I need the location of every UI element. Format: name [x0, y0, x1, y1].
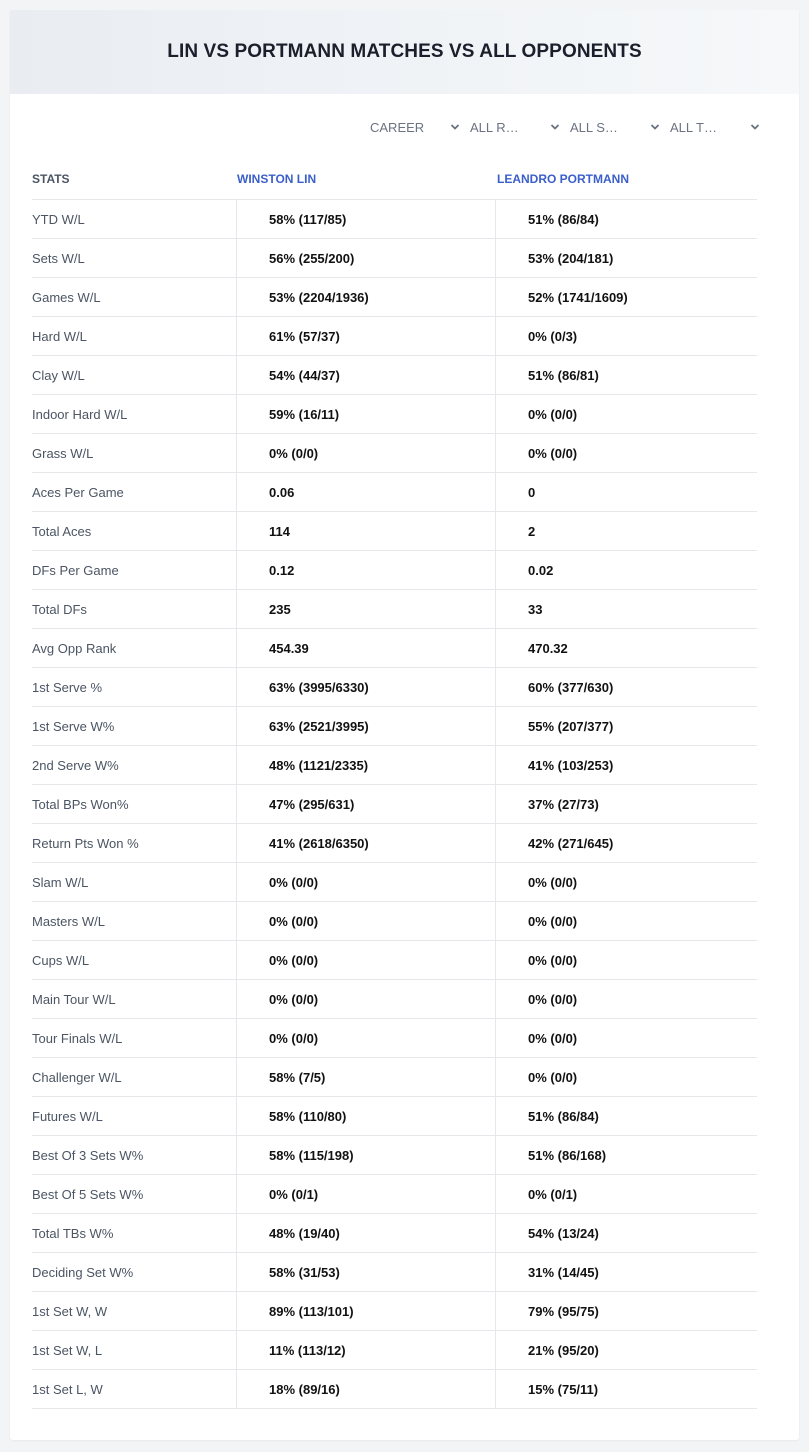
player1-value: 0.06 — [237, 473, 496, 511]
stat-label: Futures W/L — [32, 1097, 237, 1135]
stat-label: Cups W/L — [32, 941, 237, 979]
player1-value: 58% (7/5) — [237, 1058, 496, 1096]
stat-label: Masters W/L — [32, 902, 237, 940]
player1-value: 0% (0/0) — [237, 434, 496, 472]
player1-value: 0% (0/0) — [237, 902, 496, 940]
player2-value: 53% (204/181) — [528, 250, 614, 266]
tournament-select-value: ALL T… — [670, 119, 717, 135]
player2-link[interactable]: LEANDRO PORTMANN — [497, 172, 629, 186]
stat-label: 1st Set W, W — [32, 1292, 237, 1330]
stat-label: Tour Finals W/L — [32, 1019, 237, 1057]
player2-value: 51% (86/84) — [528, 1108, 599, 1124]
stat-label: Indoor Hard W/L — [32, 395, 237, 433]
player2-value: 54% (13/24) — [528, 1225, 599, 1241]
player2-value: 2 — [528, 523, 536, 539]
stat-label: YTD W/L — [32, 200, 237, 238]
player1-value: 61% (57/37) — [237, 317, 496, 355]
chevron-down-icon — [650, 122, 660, 132]
player2-value: 0% (0/1) — [528, 1186, 578, 1202]
player2-value: 41% (103/253) — [528, 757, 614, 773]
player1-value: 56% (255/200) — [237, 239, 496, 277]
page-title: LIN VS PORTMANN MATCHES VS ALL OPPONENTS — [167, 41, 642, 62]
stat-label: Games W/L — [32, 278, 237, 316]
player1-value: 89% (113/101) — [237, 1292, 496, 1330]
table-row — [32, 317, 757, 356]
player1-value: 48% (1121/2335) — [237, 746, 496, 784]
table-row — [32, 434, 757, 473]
player1-value: 0% (0/0) — [237, 863, 496, 901]
chevron-down-icon — [750, 122, 760, 132]
player2-value: 0% (0/0) — [528, 406, 578, 422]
player1-value: 0% (0/1) — [237, 1175, 496, 1213]
table-row — [32, 278, 757, 317]
table-row — [32, 863, 757, 902]
stat-label: Hard W/L — [32, 317, 237, 355]
stat-label: Avg Opp Rank — [32, 629, 237, 667]
player1-value: 0.12 — [237, 551, 496, 589]
table-row — [32, 980, 757, 1019]
table-row — [32, 395, 757, 434]
stat-label: DFs Per Game — [32, 551, 237, 589]
stat-label: Grass W/L — [32, 434, 237, 472]
stats-table — [32, 159, 757, 1409]
table-row — [32, 1175, 757, 1214]
player2-value: 0% (0/0) — [528, 1030, 578, 1046]
player2-value: 51% (86/168) — [528, 1147, 607, 1163]
stat-label: 1st Serve W% — [32, 707, 237, 745]
table-row — [32, 1370, 757, 1409]
stat-label: Best Of 5 Sets W% — [32, 1175, 237, 1213]
stat-label: Best Of 3 Sets W% — [32, 1136, 237, 1174]
table-header — [32, 159, 757, 200]
player1-value: 59% (16/11) — [237, 395, 496, 433]
player1-value: 58% (31/53) — [237, 1253, 496, 1291]
table-row — [32, 1253, 757, 1292]
player1-value: 41% (2618/6350) — [237, 824, 496, 862]
period-select-value: CAREER — [370, 119, 425, 135]
stat-label: Aces Per Game — [32, 473, 237, 511]
player2-value: 0% (0/0) — [528, 991, 578, 1007]
table-row — [32, 1214, 757, 1253]
stat-label: Total DFs — [32, 590, 237, 628]
player1-value: 0% (0/0) — [237, 1019, 496, 1057]
table-row — [32, 1292, 757, 1331]
table-row — [32, 356, 757, 395]
table-row — [32, 1019, 757, 1058]
player1-value: 63% (2521/3995) — [237, 707, 496, 745]
player2-value: 52% (1741/1609) — [528, 289, 628, 305]
player2-value: 21% (95/20) — [528, 1342, 599, 1358]
player1-value: 47% (295/631) — [237, 785, 496, 823]
player2-value: 0.02 — [528, 562, 554, 578]
card-header — [10, 10, 799, 94]
surface-select-value: ALL S… — [570, 119, 618, 135]
tournament-select[interactable] — [670, 117, 760, 137]
player2-value: 79% (95/75) — [528, 1303, 599, 1319]
table-body — [32, 200, 757, 1409]
player2-value: 0% (0/0) — [528, 913, 578, 929]
stat-label: Return Pts Won % — [32, 824, 237, 862]
table-row — [32, 473, 757, 512]
player1-value: 11% (113/12) — [237, 1331, 496, 1369]
table-row — [32, 707, 757, 746]
table-row — [32, 512, 757, 551]
table-row — [32, 1331, 757, 1370]
player2-value: 0% (0/0) — [528, 952, 578, 968]
table-row — [32, 1097, 757, 1136]
stats-column-header: STATS — [32, 172, 70, 186]
table-row — [32, 668, 757, 707]
player2-value: 33 — [528, 601, 543, 617]
player1-value: 58% (117/85) — [237, 200, 496, 238]
stat-label: Sets W/L — [32, 239, 237, 277]
stat-label: Total TBs W% — [32, 1214, 237, 1252]
player2-value: 37% (27/73) — [528, 796, 599, 812]
stat-label: 1st Set L, W — [32, 1370, 237, 1408]
player2-value: 0% (0/0) — [528, 874, 578, 890]
stat-label: Challenger W/L — [32, 1058, 237, 1096]
table-row — [32, 629, 757, 668]
player1-value: 54% (44/37) — [237, 356, 496, 394]
stat-label: Main Tour W/L — [32, 980, 237, 1018]
stat-label: Deciding Set W% — [32, 1253, 237, 1291]
table-row — [32, 200, 757, 239]
player1-value: 235 — [237, 590, 496, 628]
player2-value: 0 — [528, 484, 536, 500]
chevron-down-icon — [450, 122, 460, 132]
round-select[interactable] — [470, 117, 560, 137]
table-row — [32, 1136, 757, 1175]
round-select-value: ALL R… — [470, 119, 519, 135]
player1-value: 53% (2204/1936) — [237, 278, 496, 316]
table-row — [32, 902, 757, 941]
player2-value: 0% (0/0) — [528, 445, 578, 461]
player2-value: 15% (75/11) — [528, 1381, 599, 1397]
player1-value: 0% (0/0) — [237, 980, 496, 1018]
table-row — [32, 1058, 757, 1097]
table-row — [32, 785, 757, 824]
player1-value: 454.39 — [237, 629, 496, 667]
filter-bar — [370, 117, 760, 137]
period-select[interactable] — [370, 117, 460, 137]
table-row — [32, 239, 757, 278]
player2-value: 42% (271/645) — [528, 835, 614, 851]
table-row — [32, 590, 757, 629]
chevron-down-icon — [550, 122, 560, 132]
player1-value: 18% (89/16) — [237, 1370, 496, 1408]
player2-value: 0% (0/0) — [528, 1069, 578, 1085]
player1-value: 114 — [237, 512, 496, 550]
table-row — [32, 824, 757, 863]
player2-value: 0% (0/3) — [528, 328, 578, 344]
stat-label: Total Aces — [32, 512, 237, 550]
player2-value: 51% (86/84) — [528, 211, 599, 227]
table-row — [32, 746, 757, 785]
player1-value: 0% (0/0) — [237, 941, 496, 979]
table-row — [32, 941, 757, 980]
player2-value: 51% (86/81) — [528, 367, 599, 383]
stat-label: Slam W/L — [32, 863, 237, 901]
player1-value: 63% (3995/6330) — [237, 668, 496, 706]
player2-value: 470.32 — [528, 640, 568, 656]
player1-value: 58% (115/198) — [237, 1136, 496, 1174]
player1-link[interactable]: WINSTON LIN — [237, 172, 317, 186]
stat-label: 1st Serve % — [32, 668, 237, 706]
table-row — [32, 551, 757, 590]
player2-value: 60% (377/630) — [528, 679, 614, 695]
player2-value: 31% (14/45) — [528, 1264, 599, 1280]
player1-value: 58% (110/80) — [237, 1097, 496, 1135]
stat-label: Total BPs Won% — [32, 785, 237, 823]
surface-select[interactable] — [570, 117, 660, 137]
stat-label: 1st Set W, L — [32, 1331, 237, 1369]
stat-label: 2nd Serve W% — [32, 746, 237, 784]
player2-value: 55% (207/377) — [528, 718, 614, 734]
player1-value: 48% (19/40) — [237, 1214, 496, 1252]
stat-label: Clay W/L — [32, 356, 237, 394]
